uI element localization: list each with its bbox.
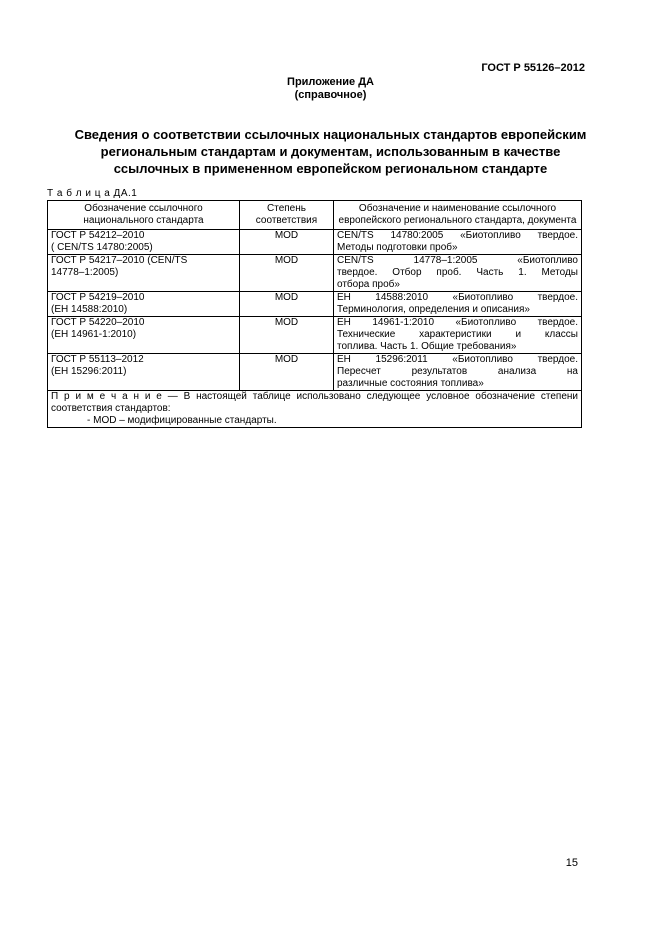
cell-line: CEN/TS 14780:2005 «Биотопливо твердое.: [337, 230, 578, 241]
document-code: ГОСТ Р 55126–2012: [481, 62, 585, 74]
title-line: ссылочных в примененном европейском региональном стандарте: [113, 161, 548, 176]
note-mod-definition: - MOD – модифицированные стандарты.: [87, 415, 277, 426]
european-standard-cell: [334, 354, 582, 391]
cell-line: Терминология, определения и описания»: [337, 304, 530, 315]
table-note: [48, 391, 582, 428]
cell-line: топлива. Часть 1. Общие требования»: [337, 341, 517, 352]
table-row: [48, 292, 582, 317]
european-standard-cell: [334, 230, 582, 255]
cell-line: ЕН 15296:2011 «Биотопливо твердое.: [337, 354, 578, 365]
appendix-heading: [0, 76, 661, 102]
table-row: [48, 354, 582, 391]
national-standard-cell: [48, 317, 240, 354]
correspondence-table: [47, 200, 582, 428]
section-title: [40, 126, 621, 177]
european-standard-cell: [334, 292, 582, 317]
cell-line: CEN/TS 14778–1:2005 «Биотопливо: [337, 255, 578, 266]
table-header-row: [48, 201, 582, 230]
page-number: 15: [565, 857, 578, 869]
cell-line: ГОСТ Р 54219–2010: [51, 292, 145, 303]
note-text: — В настоящей таблице использовано следующее условное обозначение степени соответствия стандартов:: [51, 391, 578, 414]
cell-line: ГОСТ Р 54220–2010: [51, 317, 145, 328]
national-standard-cell: [48, 354, 240, 391]
cell-line: ГОСТ Р 54212–2010: [51, 230, 145, 241]
cell-line: ГОСТ Р 54217–2010 (CEN/TS: [51, 255, 188, 266]
degree-cell: MOD: [240, 354, 334, 391]
degree-cell: MOD: [240, 317, 334, 354]
cell-line: ( CEN/TS 14780:2005): [51, 242, 153, 253]
note-label: П р и м е ч а н и е: [51, 391, 162, 402]
cell-line: отбора проб»: [337, 279, 400, 290]
table-row: [48, 317, 582, 354]
header-degree: Степень соответствия: [240, 201, 334, 230]
degree-cell: MOD: [240, 255, 334, 292]
cell-line: Методы подготовки проб»: [337, 242, 458, 253]
european-standard-cell: [334, 255, 582, 292]
cell-line: ГОСТ Р 55113–2012: [51, 354, 144, 365]
european-standard-cell: [334, 317, 582, 354]
appendix-type: (справочное): [294, 89, 367, 101]
cell-line: твердое. Отбор проб. Часть 1. Методы: [337, 267, 578, 278]
cell-line: различные состояния топлива»: [337, 378, 484, 389]
cell-line: Технические характеристики и классы: [337, 329, 578, 340]
table-row: [48, 255, 582, 292]
cell-line: ЕН 14588:2010 «Биотопливо твердое.: [337, 292, 578, 303]
cell-line: (ЕН 14588:2010): [51, 304, 128, 315]
title-line: региональным стандартам и документам, использованным в качестве: [100, 144, 561, 159]
header-national-standard: Обозначение ссылочного национального стандарта: [48, 201, 240, 230]
degree-cell: MOD: [240, 230, 334, 255]
header-european-standard: Обозначение и наименование ссылочного европейского регионального стандарта, документа: [334, 201, 582, 230]
national-standard-cell: [48, 230, 240, 255]
table-caption: Т а б л и ц а ДА.1: [47, 188, 138, 199]
appendix-title: Приложение ДА: [287, 76, 374, 88]
table-note-row: [48, 391, 582, 428]
degree-cell: MOD: [240, 292, 334, 317]
national-standard-cell: [48, 292, 240, 317]
cell-line: Пересчет результатов анализа на: [337, 366, 578, 377]
cell-line: ЕН 14961-1:2010 «Биотопливо твердое.: [337, 317, 578, 328]
cell-line: (ЕН 14961-1:2010): [51, 329, 137, 340]
table-row: [48, 230, 582, 255]
cell-line: 14778–1:2005): [51, 267, 119, 278]
title-line: Сведения о соответствии ссылочных национальных стандартов европейским: [74, 127, 587, 142]
cell-line: (ЕН 15296:2011): [51, 366, 127, 377]
national-standard-cell: [48, 255, 240, 292]
